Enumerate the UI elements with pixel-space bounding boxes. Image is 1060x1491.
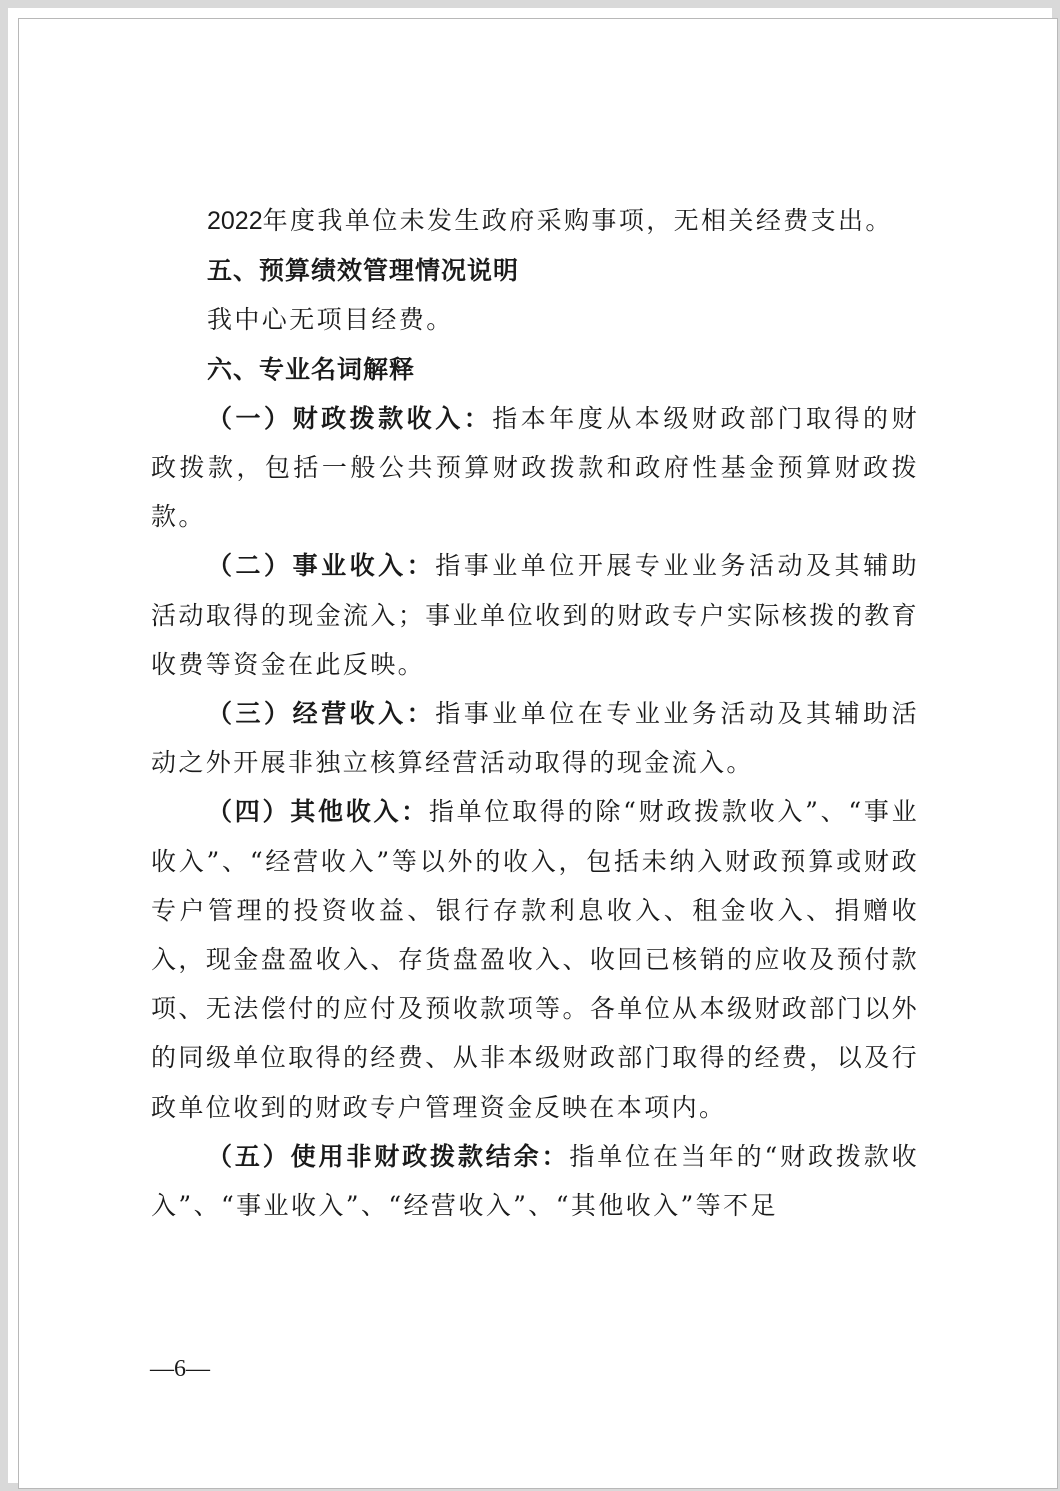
year-text: 2022 [207, 207, 263, 235]
term-title: （二）事业收入： [207, 551, 436, 581]
term-title: （三）经营收入： [207, 699, 436, 729]
section-heading-budget-performance: 五、预算绩效管理情况说明 [207, 256, 520, 286]
procurement-text: 年度我单位未发生政府采购事项，无相关经费支出。 [262, 206, 893, 235]
term-item [151, 541, 919, 689]
procurement-paragraph [151, 196, 919, 246]
term-definition: 指事业单位开展专业业务活动及其辅助活动取得的现金流入；事业单位收到的财政专户实际核拨的教育收费等资金在此反映。 [151, 551, 919, 679]
section-heading-terms: 六、专业名词解释 [207, 354, 416, 384]
term-item [151, 1132, 919, 1230]
term-definition: 指单位在当年的“财政拨款收入”、“事业收入”、“经营收入”、“其他收入”等不足 [151, 1141, 919, 1221]
term-definition: 指单位取得的除“财政拨款收入”、“事业收入”、“经营收入”等以外的收入，包括未纳入财政预算或财政专户管理的投资收益、银行存款利息收入、租金收入、捐赠收入，现金盘盈收入、存货盘盈收入、收回已核销的应收及预付款项、无法偿付的应付及预收款项等。各单位从本级财政部门以外的同级单位取得的经费、从非本级财政部门取得的经费，以及行政单位收到的财政专户管理资金反映在本项内。 [151, 797, 919, 1122]
term-item [151, 787, 919, 1131]
term-definition: 指本年度从本级财政部门取得的财政拨款，包括一般公共预算财政拨款和政府性基金预算财政拨款。 [151, 403, 919, 532]
budget-performance-paragraph: 我中心无项目经费。 [207, 305, 454, 335]
term-title: （五）使用非财政拨款结余： [207, 1141, 570, 1171]
term-definition: 指事业单位在专业业务活动及其辅助活动之外开展非独立核算经营活动取得的现金流入。 [151, 699, 919, 778]
document-body [151, 196, 919, 1230]
term-title: （一）财政拨款收入： [207, 403, 493, 433]
term-title: （四）其他收入： [207, 797, 429, 827]
term-item [151, 689, 919, 787]
term-item [151, 394, 919, 542]
page-number: —6— [150, 1356, 210, 1382]
